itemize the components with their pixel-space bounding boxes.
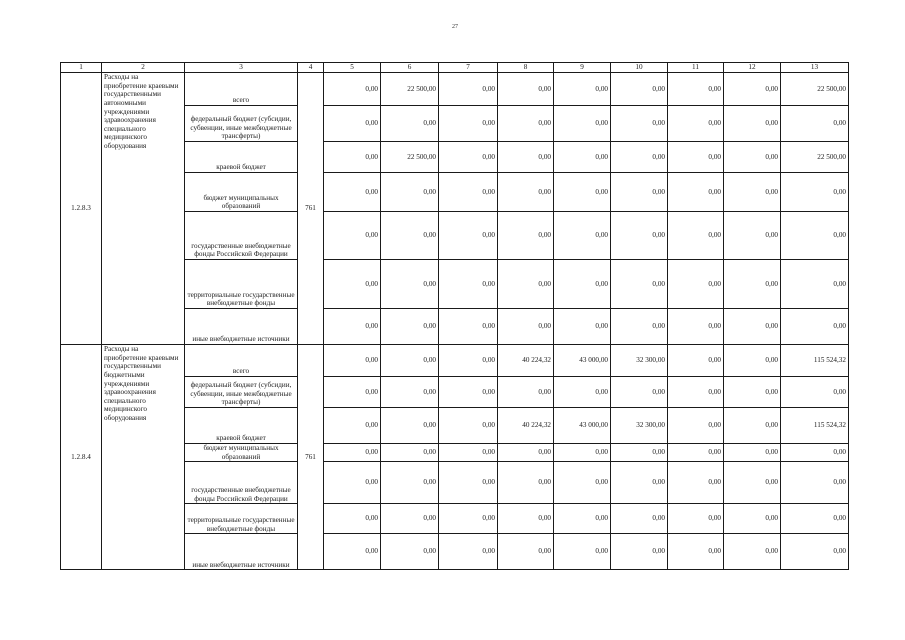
amount-cell: 0,00: [611, 534, 668, 570]
section-description: Расходы на приобретение краевыми государственными бюджетными учреждениями здравоохранения специального медицинского оборудования: [102, 345, 185, 570]
amount-cell: 0,00: [439, 444, 498, 462]
amount-cell: 0,00: [324, 345, 381, 377]
amount-cell: 0,00: [381, 408, 439, 444]
amount-cell: 0,00: [781, 212, 849, 260]
column-number: 13: [781, 63, 849, 73]
amount-cell: 32 300,00: [611, 408, 668, 444]
amount-cell: 0,00: [554, 142, 611, 173]
amount-cell: 0,00: [781, 444, 849, 462]
amount-cell: 0,00: [781, 534, 849, 570]
amount-cell: 0,00: [324, 260, 381, 309]
amount-cell: 0,00: [554, 173, 611, 212]
amount-cell: 0,00: [781, 504, 849, 534]
funding-source: краевой бюджет: [185, 408, 298, 444]
table-row: [61, 73, 849, 106]
amount-cell: 0,00: [381, 462, 439, 504]
amount-cell: 0,00: [611, 73, 668, 106]
amount-cell: 0,00: [498, 212, 554, 260]
section-code: 1.2.8.4: [61, 345, 102, 570]
funding-source: федеральный бюджет (субсидии, субвенции, иные межбюджетные трансферты): [185, 377, 298, 408]
funding-source: территориальные государственные внебюджетные фонды: [185, 504, 298, 534]
amount-cell: 0,00: [439, 408, 498, 444]
amount-cell: 0,00: [439, 73, 498, 106]
section-description: Расходы на приобретение краевыми государственными автономными учреждениями здравоохранения специального медицинского оборудования: [102, 73, 185, 345]
amount-cell: 22 500,00: [781, 73, 849, 106]
amount-cell: 115 524,32: [781, 345, 849, 377]
amount-cell: 0,00: [668, 212, 724, 260]
amount-cell: 32 300,00: [611, 345, 668, 377]
amount-cell: 0,00: [724, 106, 781, 142]
amount-cell: 0,00: [498, 462, 554, 504]
amount-cell: 22 500,00: [381, 73, 439, 106]
amount-cell: 0,00: [381, 345, 439, 377]
column-number: 10: [611, 63, 668, 73]
amount-cell: 0,00: [611, 142, 668, 173]
amount-cell: 0,00: [554, 260, 611, 309]
amount-cell: 0,00: [724, 142, 781, 173]
amount-cell: 0,00: [498, 142, 554, 173]
amount-cell: 0,00: [724, 173, 781, 212]
amount-cell: 0,00: [498, 173, 554, 212]
amount-cell: 0,00: [324, 73, 381, 106]
amount-cell: 0,00: [724, 309, 781, 345]
amount-cell: 0,00: [498, 534, 554, 570]
funding-source: иные внебюджетные источники: [185, 309, 298, 345]
amount-cell: 0,00: [668, 408, 724, 444]
amount-cell: 0,00: [381, 534, 439, 570]
amount-cell: 0,00: [381, 173, 439, 212]
amount-cell: 0,00: [611, 309, 668, 345]
grbs-code: 761: [298, 73, 324, 345]
amount-cell: 0,00: [439, 106, 498, 142]
amount-cell: 0,00: [498, 73, 554, 106]
amount-cell: 0,00: [324, 173, 381, 212]
amount-cell: 0,00: [324, 534, 381, 570]
amount-cell: 0,00: [554, 309, 611, 345]
amount-cell: 0,00: [498, 309, 554, 345]
amount-cell: 0,00: [781, 377, 849, 408]
amount-cell: 0,00: [439, 142, 498, 173]
amount-cell: 0,00: [668, 377, 724, 408]
amount-cell: 0,00: [724, 534, 781, 570]
amount-cell: 0,00: [724, 462, 781, 504]
funding-source: краевой бюджет: [185, 142, 298, 173]
amount-cell: 43 000,00: [554, 408, 611, 444]
amount-cell: 115 524,32: [781, 408, 849, 444]
funding-source: всего: [185, 73, 298, 106]
amount-cell: 0,00: [781, 260, 849, 309]
amount-cell: 40 224,32: [498, 345, 554, 377]
amount-cell: 40 224,32: [498, 408, 554, 444]
amount-cell: 0,00: [324, 212, 381, 260]
amount-cell: 0,00: [781, 173, 849, 212]
amount-cell: 0,00: [554, 73, 611, 106]
amount-cell: 0,00: [611, 444, 668, 462]
amount-cell: 0,00: [498, 504, 554, 534]
amount-cell: 0,00: [324, 504, 381, 534]
amount-cell: 0,00: [381, 106, 439, 142]
amount-cell: 0,00: [439, 377, 498, 408]
amount-cell: 0,00: [498, 444, 554, 462]
amount-cell: 0,00: [611, 260, 668, 309]
amount-cell: 0,00: [439, 309, 498, 345]
amount-cell: 0,00: [668, 345, 724, 377]
funding-source: бюджет муниципальных образований: [185, 173, 298, 212]
column-number: 1: [61, 63, 102, 73]
column-number: 5: [324, 63, 381, 73]
grbs-code: 761: [298, 345, 324, 570]
amount-cell: 0,00: [611, 173, 668, 212]
amount-cell: 0,00: [324, 408, 381, 444]
amount-cell: 0,00: [781, 106, 849, 142]
column-number: 11: [668, 63, 724, 73]
amount-cell: 0,00: [324, 142, 381, 173]
amount-cell: 0,00: [324, 309, 381, 345]
amount-cell: 0,00: [498, 106, 554, 142]
amount-cell: 0,00: [381, 212, 439, 260]
funding-source: государственные внебюджетные фонды Российской Федерации: [185, 212, 298, 260]
funding-source: территориальные государственные внебюджетные фонды: [185, 260, 298, 309]
amount-cell: 0,00: [724, 444, 781, 462]
amount-cell: 0,00: [668, 534, 724, 570]
table-body: [61, 73, 849, 570]
amount-cell: 0,00: [611, 212, 668, 260]
amount-cell: 0,00: [439, 212, 498, 260]
amount-cell: 0,00: [439, 260, 498, 309]
amount-cell: 0,00: [439, 534, 498, 570]
amount-cell: 0,00: [668, 260, 724, 309]
amount-cell: 0,00: [668, 73, 724, 106]
amount-cell: 0,00: [724, 408, 781, 444]
amount-cell: 0,00: [381, 309, 439, 345]
table-row: [61, 345, 849, 377]
amount-cell: 0,00: [724, 377, 781, 408]
amount-cell: 0,00: [668, 504, 724, 534]
funding-source: федеральный бюджет (субсидии, субвенции, иные межбюджетные трансферты): [185, 106, 298, 142]
amount-cell: 0,00: [324, 462, 381, 504]
amount-cell: 0,00: [554, 444, 611, 462]
column-number: 4: [298, 63, 324, 73]
amount-cell: 0,00: [724, 504, 781, 534]
amount-cell: 0,00: [439, 462, 498, 504]
amount-cell: 22 500,00: [381, 142, 439, 173]
amount-cell: 0,00: [498, 260, 554, 309]
amount-cell: 0,00: [554, 212, 611, 260]
amount-cell: 0,00: [781, 309, 849, 345]
amount-cell: 0,00: [439, 504, 498, 534]
section-code: 1.2.8.3: [61, 73, 102, 345]
amount-cell: 0,00: [324, 377, 381, 408]
amount-cell: 0,00: [381, 444, 439, 462]
amount-cell: 0,00: [554, 106, 611, 142]
amount-cell: 0,00: [439, 345, 498, 377]
amount-cell: 0,00: [324, 106, 381, 142]
page-number: 27: [452, 24, 458, 30]
amount-cell: 0,00: [724, 212, 781, 260]
amount-cell: 0,00: [498, 377, 554, 408]
funding-source: государственные внебюджетные фонды Российской Федерации: [185, 462, 298, 504]
amount-cell: 0,00: [381, 260, 439, 309]
amount-cell: 43 000,00: [554, 345, 611, 377]
funding-source: иные внебюджетные источники: [185, 534, 298, 570]
amount-cell: 0,00: [611, 377, 668, 408]
column-number-row: [61, 63, 849, 73]
amount-cell: 0,00: [611, 462, 668, 504]
amount-cell: 0,00: [554, 534, 611, 570]
amount-cell: 0,00: [668, 173, 724, 212]
amount-cell: 0,00: [554, 377, 611, 408]
column-number: 9: [554, 63, 611, 73]
column-number: 12: [724, 63, 781, 73]
amount-cell: 0,00: [668, 142, 724, 173]
amount-cell: 0,00: [668, 444, 724, 462]
amount-cell: 0,00: [668, 106, 724, 142]
column-number: 3: [185, 63, 298, 73]
amount-cell: 0,00: [724, 73, 781, 106]
amount-cell: 0,00: [724, 345, 781, 377]
budget-table: [60, 62, 849, 570]
column-number: 7: [439, 63, 498, 73]
amount-cell: 0,00: [724, 260, 781, 309]
column-number: 2: [102, 63, 185, 73]
column-number: 6: [381, 63, 439, 73]
amount-cell: 0,00: [324, 444, 381, 462]
amount-cell: 0,00: [611, 504, 668, 534]
amount-cell: 0,00: [554, 462, 611, 504]
column-number: 8: [498, 63, 554, 73]
amount-cell: 0,00: [781, 462, 849, 504]
funding-source: всего: [185, 345, 298, 377]
amount-cell: 0,00: [439, 173, 498, 212]
amount-cell: 0,00: [611, 106, 668, 142]
amount-cell: 0,00: [668, 309, 724, 345]
funding-source: бюджет муниципальных образований: [185, 444, 298, 462]
amount-cell: 0,00: [554, 504, 611, 534]
amount-cell: 0,00: [381, 377, 439, 408]
amount-cell: 0,00: [381, 504, 439, 534]
amount-cell: 22 500,00: [781, 142, 849, 173]
amount-cell: 0,00: [668, 462, 724, 504]
